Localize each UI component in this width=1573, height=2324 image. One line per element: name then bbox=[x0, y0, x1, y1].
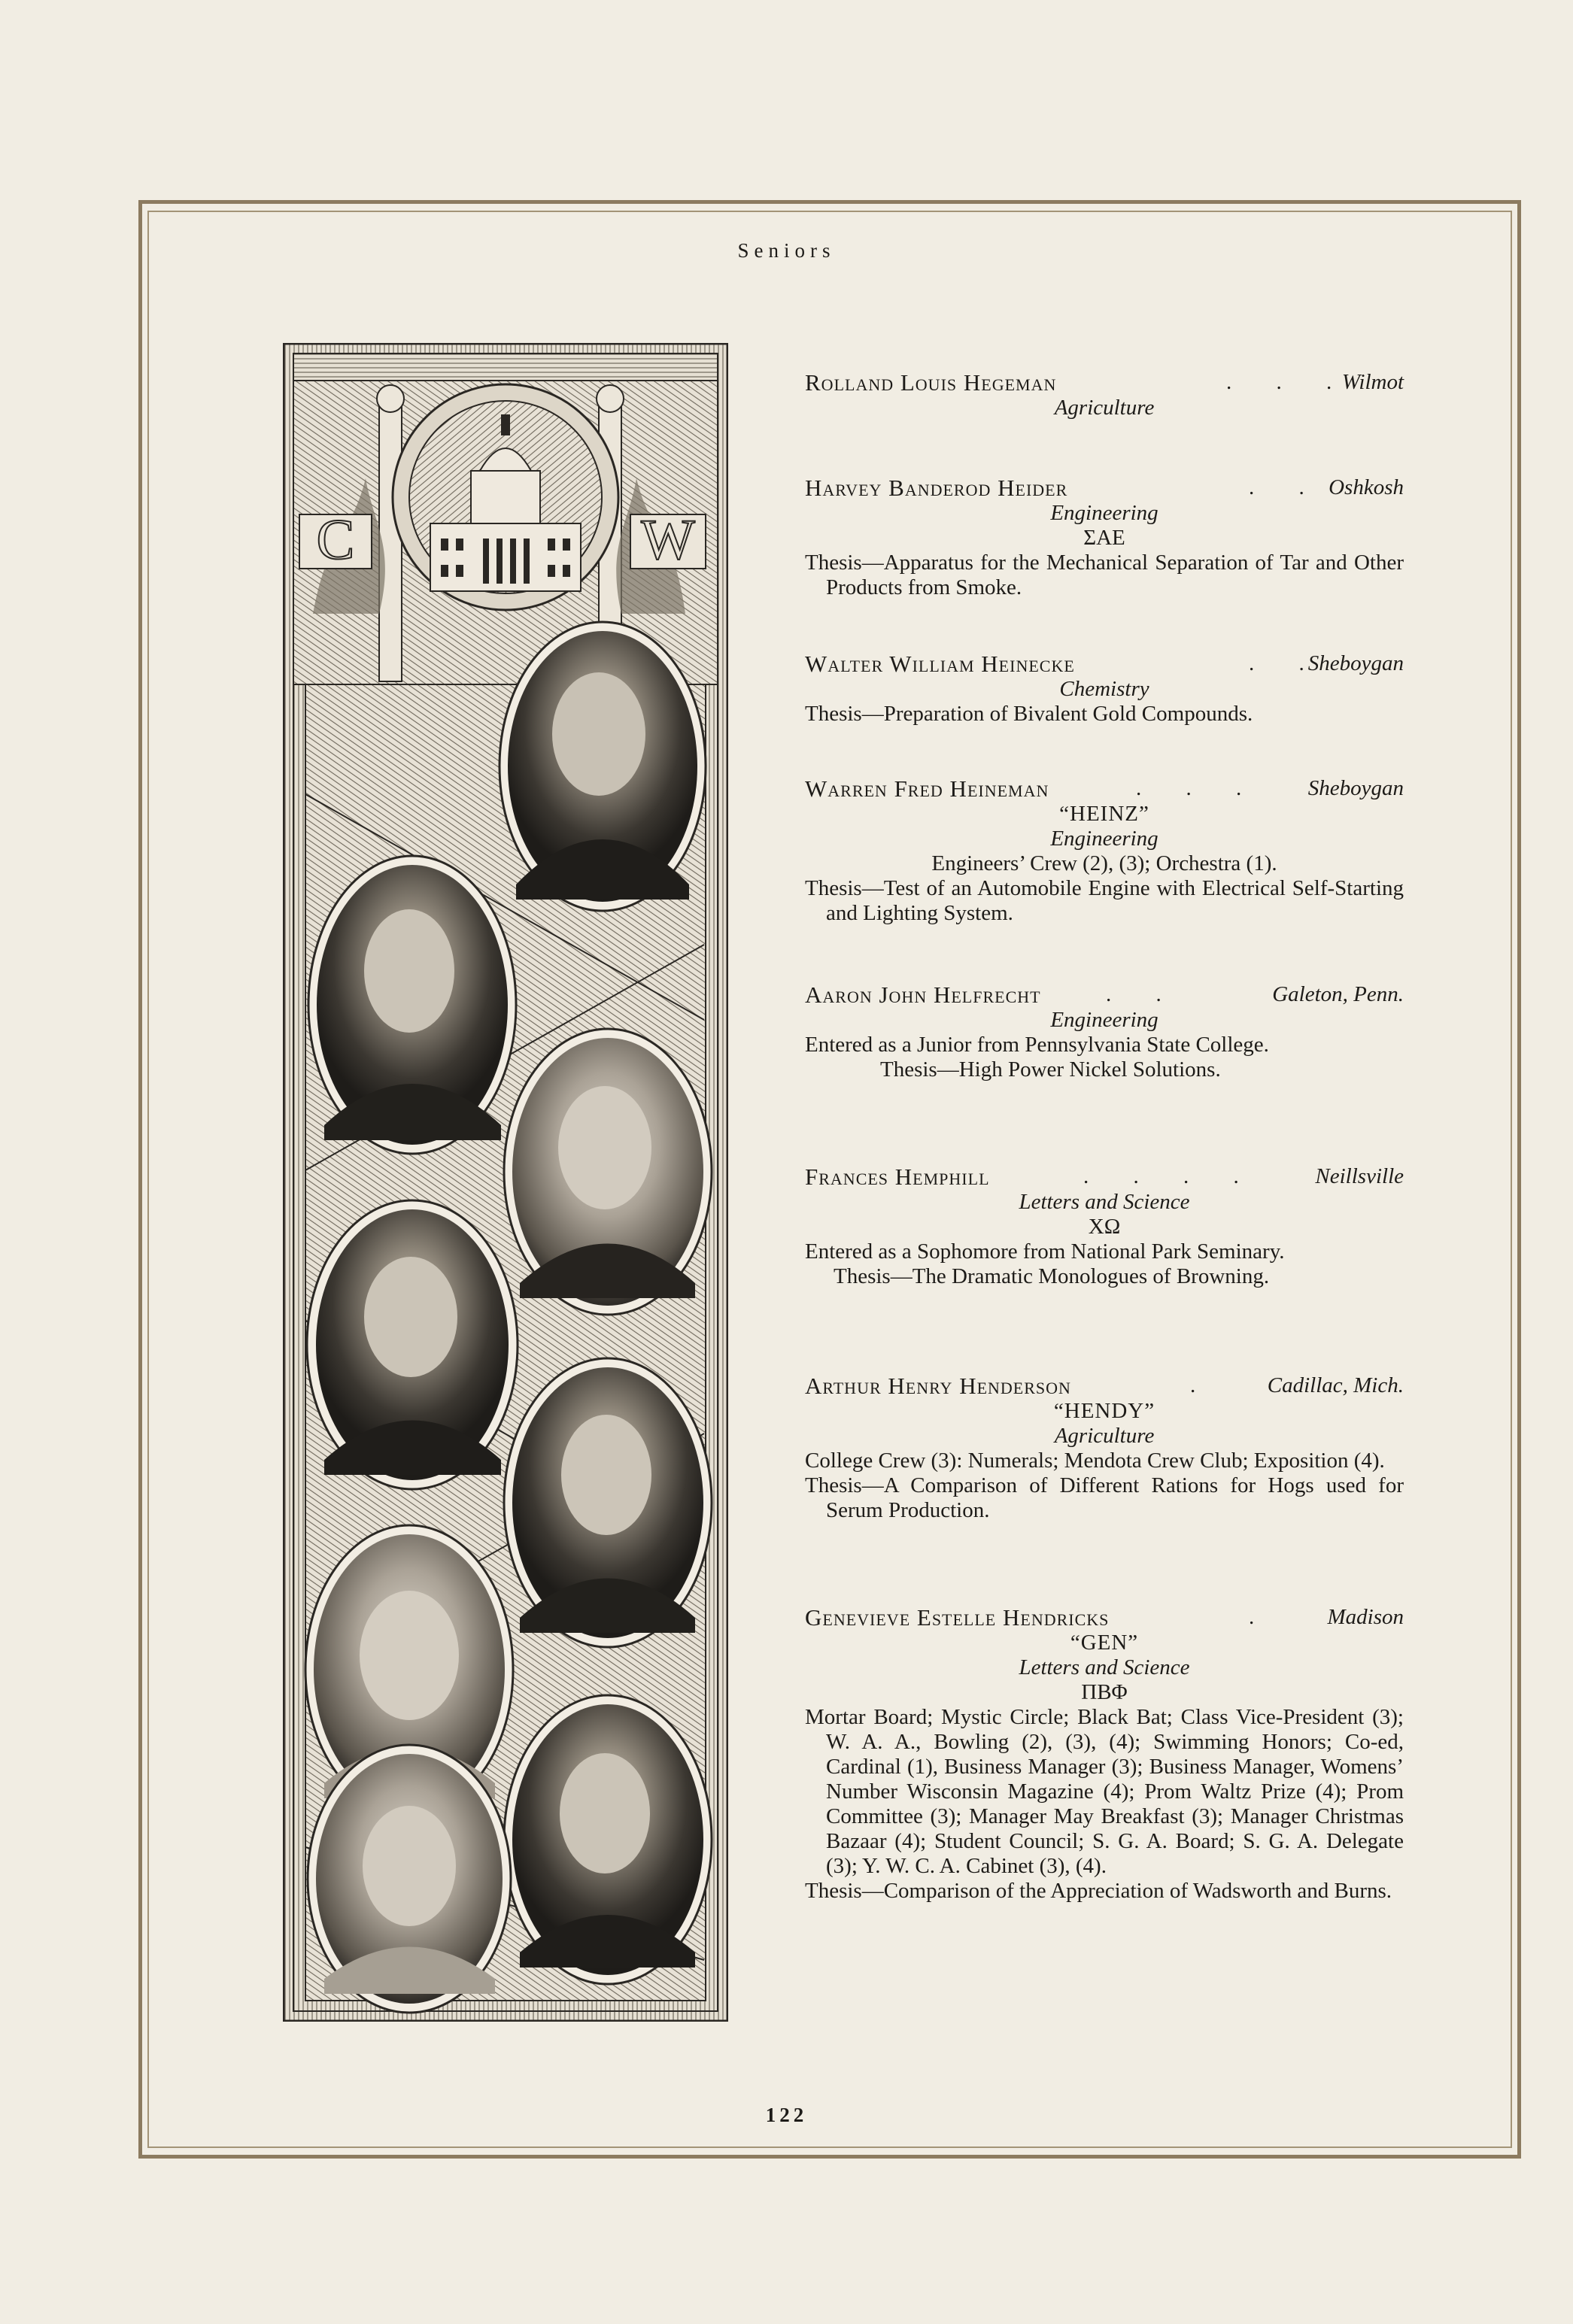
entry-thesis: Thesis—A Comparison of Different Rations for Hogs used for Serum Production. bbox=[805, 1473, 1404, 1522]
portrait-2 bbox=[308, 856, 516, 1154]
entry-name: Genevieve Estelle Hendricks bbox=[805, 1604, 1110, 1631]
leader-dots: . . bbox=[1249, 651, 1324, 675]
leader-dots: . bbox=[1190, 1373, 1216, 1397]
entry-thesis: Thesis—Apparatus for the Mechanical Separation of Tar and Other Products from Smoke. bbox=[805, 551, 1404, 599]
page-number: 122 bbox=[765, 2104, 808, 2126]
entry-name: Walter William Heinecke bbox=[805, 651, 1075, 677]
leader-dots: . . bbox=[1249, 475, 1324, 499]
portrait-5 bbox=[504, 1358, 712, 1647]
entry-fraternity: ΣAE bbox=[1083, 526, 1125, 550]
entry-heineman bbox=[805, 776, 1404, 926]
entry-nickname: “GEN” bbox=[1070, 1631, 1139, 1655]
entry-nickname: “HEINZ” bbox=[1059, 802, 1149, 826]
entry-course: Chemistry bbox=[1059, 677, 1149, 701]
leader-dots: . . . bbox=[1226, 370, 1352, 394]
entry-course: Agriculture bbox=[1054, 396, 1155, 420]
entry-hometown: Neillsville bbox=[1315, 1164, 1404, 1188]
entry-heinecke bbox=[805, 651, 1404, 727]
portrait-1 bbox=[500, 622, 706, 911]
leader-dots: . bbox=[1249, 1605, 1274, 1629]
entry-thesis: Thesis—Preparation of Bivalent Gold Compounds. bbox=[805, 702, 1253, 726]
entry-hometown: Sheboygan bbox=[1307, 651, 1404, 675]
entry-course: Agriculture bbox=[1054, 1424, 1155, 1448]
entry-fraternity: XΩ bbox=[1088, 1215, 1121, 1239]
entry-course: Letters and Science bbox=[1019, 1655, 1190, 1679]
entry-name: Warren Fred Heineman bbox=[805, 775, 1049, 802]
entry-fraternity: ΠBΦ bbox=[1081, 1680, 1128, 1704]
running-head: Seniors bbox=[737, 239, 836, 262]
entry-thesis: Thesis—The Dramatic Monologues of Browning. bbox=[834, 1264, 1270, 1288]
entry-activities: College Crew (3): Numerals; Mendota Crew Club; Exposition (4). bbox=[805, 1449, 1385, 1473]
entry-helfrecht bbox=[805, 982, 1404, 1082]
entry-name: Aaron John Helfrecht bbox=[805, 981, 1041, 1008]
entry-activities: Engineers’ Crew (2), (3); Orchestra (1). bbox=[931, 851, 1277, 875]
entry-hometown: Sheboygan bbox=[1307, 776, 1404, 800]
leader-dots: . . . bbox=[1136, 776, 1262, 800]
portrait-8 bbox=[308, 1745, 511, 2013]
entry-name: Rolland Louis Hegeman bbox=[805, 369, 1057, 396]
entry-course: Letters and Science bbox=[1019, 1190, 1190, 1214]
entry-thesis: Thesis—Comparison of the Appreciation of Wadsworth and Burns. bbox=[805, 1879, 1392, 1903]
entry-name: Harvey Banderod Heider bbox=[805, 475, 1068, 501]
entry-hegeman bbox=[805, 370, 1404, 420]
entry-hometown: Wilmot bbox=[1341, 370, 1404, 394]
entry-entered: Entered as a Junior from Pennsylvania State College. bbox=[805, 1033, 1269, 1057]
monogram-c: C bbox=[316, 508, 355, 572]
leader-dots: . . bbox=[1106, 982, 1181, 1006]
entry-hometown: Cadillac, Mich. bbox=[1267, 1373, 1404, 1397]
entry-course: Engineering bbox=[1050, 501, 1158, 525]
entry-course: Engineering bbox=[1050, 827, 1158, 851]
portrait-panel bbox=[283, 343, 728, 2022]
entry-henderson bbox=[805, 1373, 1404, 1523]
portrait-7 bbox=[504, 1695, 712, 1984]
entry-thesis: Thesis—High Power Nickel Solutions. bbox=[880, 1057, 1221, 1082]
entry-name: Frances Hemphill bbox=[805, 1164, 990, 1190]
entry-name: Arthur Henry Henderson bbox=[805, 1373, 1071, 1399]
entry-nickname: “HENDY” bbox=[1053, 1399, 1155, 1423]
portrait-3 bbox=[504, 1029, 712, 1315]
entry-hometown: Galeton, Penn. bbox=[1272, 982, 1404, 1006]
leader-dots: . . . . bbox=[1083, 1164, 1259, 1188]
entry-thesis: Thesis—Test of an Automobile Engine with Electrical Self-Starting and Lighting System. bbox=[805, 876, 1404, 925]
entry-heider bbox=[805, 475, 1404, 600]
entry-entered: Entered as a Sophomore from National Park Seminary. bbox=[805, 1239, 1285, 1264]
monogram-w: W bbox=[641, 508, 695, 572]
entry-hometown: Madison bbox=[1327, 1605, 1404, 1629]
portrait-4 bbox=[307, 1200, 518, 1489]
entry-hendricks bbox=[805, 1605, 1404, 1904]
entry-course: Engineering bbox=[1050, 1008, 1158, 1032]
entry-hemphill bbox=[805, 1164, 1404, 1289]
entry-hometown: Oshkosh bbox=[1329, 475, 1404, 499]
entry-activities: Mortar Board; Mystic Circle; Black Bat; Class Vice-President (3); W. A. A., Bowling (2), (3), (4); Swimming Honors; Co-ed, Cardinal (1), Business Manager (3); Business Manager, Womens’ Number Wisconsin Magazine (4); Prom Waltz Prize (4); Prom Committee (3); Manager May Breakfast (3); Manager Christmas Bazaar (4); Student Council; S. G. A. Board; S. G. A. Delegate (3); Y. W. C. A. Cabinet (3), (4). bbox=[805, 1705, 1404, 1878]
